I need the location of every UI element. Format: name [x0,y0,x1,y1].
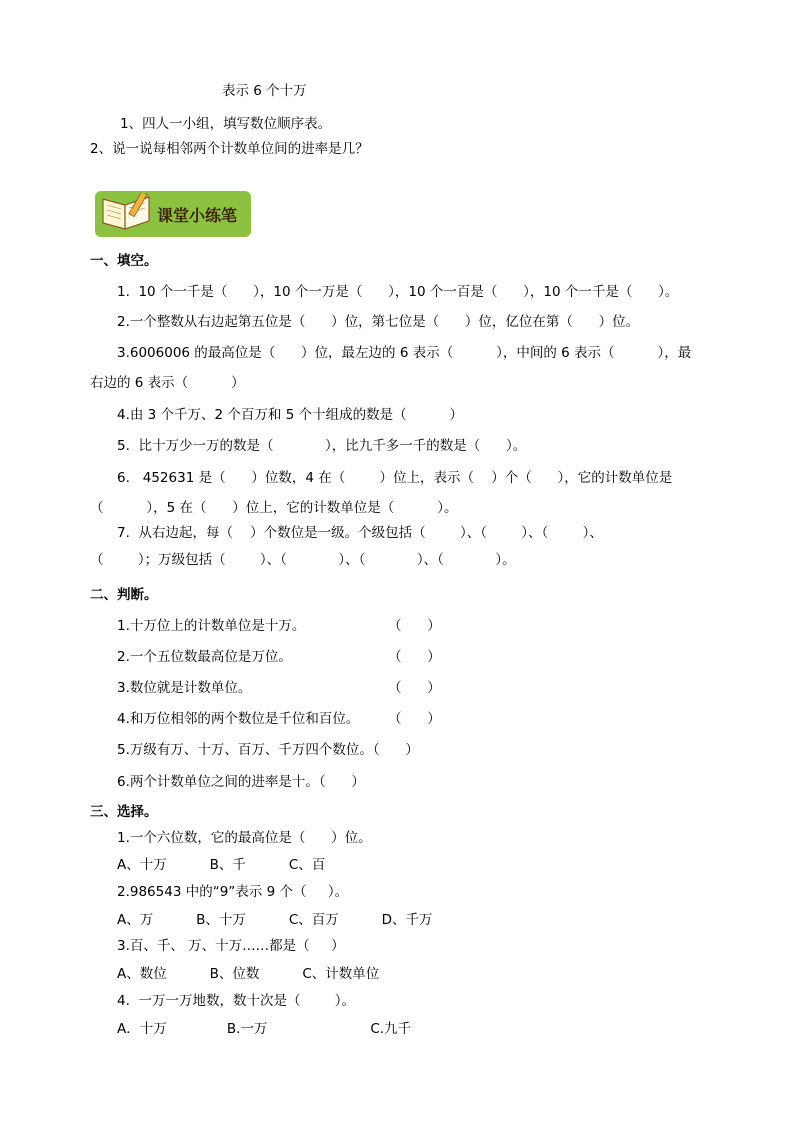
judge-item-5: 5.万级有万、十万、百万、千万四个数位。（ ） [117,742,419,758]
task-1: 1、四人一小组，填写数位顺序表。 [120,116,332,132]
choice-q4-options: A．十万 B.一万 C.九千 [117,1021,412,1037]
task-2: 2、说一说每相邻两个计数单位间的进率是几？ [90,141,369,157]
choice-q2: 2.986543 中的“9”表示 9 个（ ）。 [117,884,349,900]
fill-q3a: 3.6006006 的最高位是（ ）位，最左边的 6 表示（ ），中间的 6 表示（ ），最 [117,345,692,361]
choice-q1-options: A、十万 B、千 C、百 [117,857,326,873]
intro-line-top: 表示 6 个十万 [222,83,307,99]
fill-q7b: （ ）；万级包括（ ）、（ ）、（ ）、（ ）。 [90,552,516,568]
fill-q1: 1. 10 个一千是（ ），10 个一万是（ ），10 个一百是（ ），10 个一千是（ ）。 [117,284,679,300]
choice-q4: 4. 一万一万地数，数十次是（ ）。 [117,993,356,1009]
judge-paren-2: （ ） [388,649,441,665]
fill-q5: 5. 比十万少一万的数是（ ），比九千多一千的数是（ ）。 [117,438,527,454]
book-pencil-icon [99,193,155,233]
section3-heading: 三、选择。 [90,804,158,820]
section2-heading: 二、判断。 [90,587,158,603]
fill-q6b: （ ），5 在（ ）位上，它的计数单位是（ ）。 [90,500,458,516]
judge-paren-4: （ ） [388,711,441,727]
fill-q3b: 右边的 6 表示（ ） [90,375,245,391]
judge-item-1: 1.十万位上的计数单位是十万。 [117,618,306,634]
choice-q3: 3.百、千、 万、十万……都是（ ） [117,938,345,954]
fill-q4: 4.由 3 个千万、2 个百万和 5 个十组成的数是（ ） [117,407,464,423]
judge-item-6: 6.两个计数单位之间的进率是十。（ ） [117,774,365,790]
section1-heading: 一、填空。 [90,253,158,269]
section-badge [95,191,251,237]
judge-paren-3: （ ） [388,680,441,696]
judge-item-2: 2.一个五位数最高位是万位。 [117,649,292,665]
choice-q3-options: A、数位 B、位数 C、计数单位 [117,966,380,982]
badge-label: 课堂小练笔 [157,206,238,225]
judge-item-4: 4.和万位相邻的两个数位是千位和百位。 [117,711,360,727]
fill-q7a: 7. 从右边起，每（ ）个数位是一级。个级包括（ ）、（ ）、（ ）、 [117,525,603,541]
choice-q1: 1.一个六位数，它的最高位是（ ）位。 [117,830,372,846]
fill-q2: 2.一个整数从右边起第五位是（ ）位，第七位是（ ）位，亿位在第（ ）位。 [117,314,640,330]
judge-item-3: 3.数位就是计数单位。 [117,680,252,696]
choice-q2-options: A、万 B、十万 C、百万 D、千万 [117,912,433,928]
judge-paren-1: （ ） [388,618,441,634]
fill-q6a: 6. 452631 是（ ）位数，4 在（ ）位上，表示（ ）个（ ），它的计数单位是 [117,470,673,486]
